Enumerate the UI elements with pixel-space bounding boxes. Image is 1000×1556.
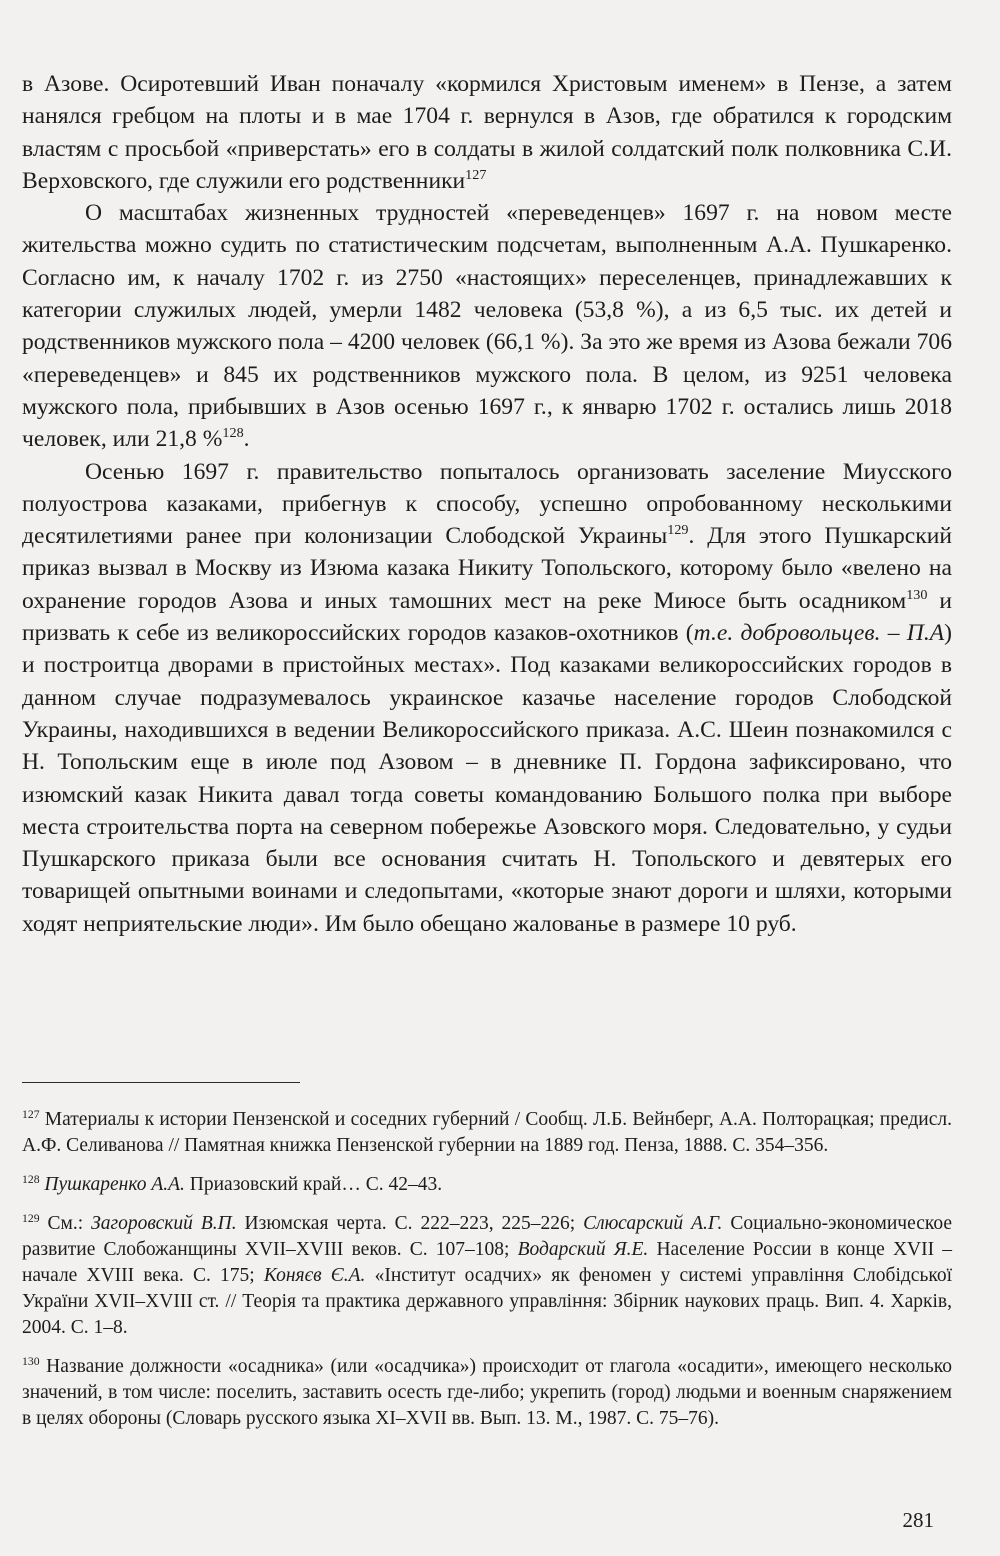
footnote-129-text-4: «Інститут осадчих» як феномен у системі управління Слобідської України XVII–XVIII ст. // Теорія та практика державного управління: Збірник наукових праць. Вип. 4. Харків, 2004. С. 1–8.	[22, 1265, 952, 1338]
paragraph-1	[22, 68, 952, 197]
paragraph-3-text-d: ) и построитца дворами в пристойных местах». Под казаками великороссийских городов в данном случае подразумевалось украинское казачье население городов Слободской Украины, находившихся в ведении Великороссийского приказа. А.С. Шеин познакомился с Н. Топольским еще в июле под Азовом – в дневнике П. Гордона зафиксировано, что изюмский казак Никита давал тогда советы командованию Большого полка при выборе места строительства порта на северном побережье Азовского моря. Следовательно, у судьи Пушкарского приказа были все основания считать Н. Топольского и девятерых его товарищей опытными воинами и следопытами, «которые знают дороги и шляхи, которыми ходят неприятельские люди». Им было обещано жалованье в размере 10 руб.	[22, 620, 952, 937]
footnote-127-text: Материалы к истории Пензенской и соседних губерний / Сообщ. Л.Б. Вейнберг, А.А. Полторацкая; предисл. А.Ф. Селиванова // Памятная книжка Пензенской губернии на 1889 год. Пенза, 1888. С. 354–356.	[22, 1109, 952, 1156]
paragraph-3-text-b: . Для этого Пушкарский приказ вызвал в Москву из Изюма казака Никиту Топольского, которому было «велено на охранение городов Азова и иных тамошних мест на реке Миюсе быть осадником	[22, 523, 952, 614]
footnote-128	[22, 1172, 952, 1198]
footnotes-section	[22, 1107, 952, 1445]
footnote-129-author-4: Коняєв Є.А.	[263, 1265, 366, 1286]
footnote-ref-130: 130	[906, 586, 928, 603]
paragraph-2	[22, 197, 952, 455]
footnote-130-text: Название должности «осадника» (или «осадчика») происходит от глагола «осадити», имеющего несколько значений, в том числе: поселить, заставить осесть где-либо; укрепить (город) людьми и военным снаряжением в целях обороны (Словарь русского языка XI–XVII вв. Вып. 13. М., 1987. С. 75–76).	[22, 1356, 952, 1429]
footnote-129	[22, 1211, 952, 1341]
footnote-129-lead: См.:	[39, 1213, 92, 1234]
footnote-129-text-1: Изюмская черта. С. 222–223, 225–226;	[236, 1213, 584, 1234]
footnote-ref-129: 129	[667, 522, 689, 539]
footnote-129-author-2: Слюсарский А.Г.	[583, 1213, 723, 1234]
paragraph-3-text-a: Осенью 1697 г. правительство попыталось организовать заселение Миусского полуострова казаками, прибегнув к способу, успешно опробованному несколькими десятилетиями ранее при колонизации Слободской Украины	[22, 458, 952, 550]
paragraph-2-end: .	[243, 426, 250, 453]
footnote-128-text: Приазовский край… С. 42–43.	[184, 1174, 443, 1195]
paragraph-1-text: в Азове. Осиротевший Иван поначалу «кормился Христовым именем» в Пензе, а затем нанялся гребцом на плоты и в мае 1704 г. вернулся в Азов, где обратился к городским властям с просьбой «приверстать» его в солдаты в жилой солдатский полк полковника С.И. Верховского, где служили его родственники	[22, 71, 952, 194]
paragraph-3	[22, 456, 952, 940]
footnote-ref-128: 128	[222, 425, 244, 442]
footnote-129-author-1: Загоровский В.П.	[91, 1213, 237, 1234]
footnote-divider	[22, 1082, 300, 1083]
paragraph-2-text: О масштабах жизненных трудностей «переведенцев» 1697 г. на новом месте жительства можно судить по статистическим подсчетам, выполненным А.А. Пушкаренко. Согласно им, к началу 1702 г. из 2750 «настоящих» переселенцев, принадлежавших к категории служилых людей, умерли 1482 человека (53,8 %), а из 6,5 тыс. их детей и родственников мужского пола – 4200 человек (66,1 %). За это же время из Азова бежали 706 «переведенцев» и 845 их родственников мужского пола. В целом, из 9251 человека мужского пола, прибывших в Азов осенью 1697 г., к январю 1702 г. остались лишь 2018 человек, или 21,8 %	[22, 200, 952, 453]
footnote-129-text-3: Население России в конце XVII – начале XVIII века. С. 175;	[22, 1239, 953, 1286]
footnote-128-author: Пушкаренко А.А.	[44, 1174, 185, 1195]
paragraph-3-text-c: и призвать к себе из великороссийских городов казаков-охотников (	[22, 587, 952, 647]
footnote-130-number: 130	[22, 1354, 40, 1368]
footnote-129-number: 129	[22, 1211, 40, 1225]
footnote-129-text-2: Социально-экономическое развитие Слобожанщины XVII–XVIII веков. С. 107–108;	[22, 1213, 953, 1260]
main-text	[22, 68, 952, 940]
footnote-130	[22, 1354, 952, 1432]
footnote-127	[22, 1107, 952, 1159]
footnote-129-author-3: Водарский Я.Е.	[517, 1239, 649, 1260]
footnote-127-number: 127	[22, 1107, 40, 1121]
page-number: 281	[902, 1508, 934, 1532]
editor-note-italic: т.е. добровольцев. – П.А	[693, 620, 945, 647]
footnote-ref-127: 127	[465, 167, 487, 184]
footnote-128-number: 128	[22, 1172, 40, 1186]
